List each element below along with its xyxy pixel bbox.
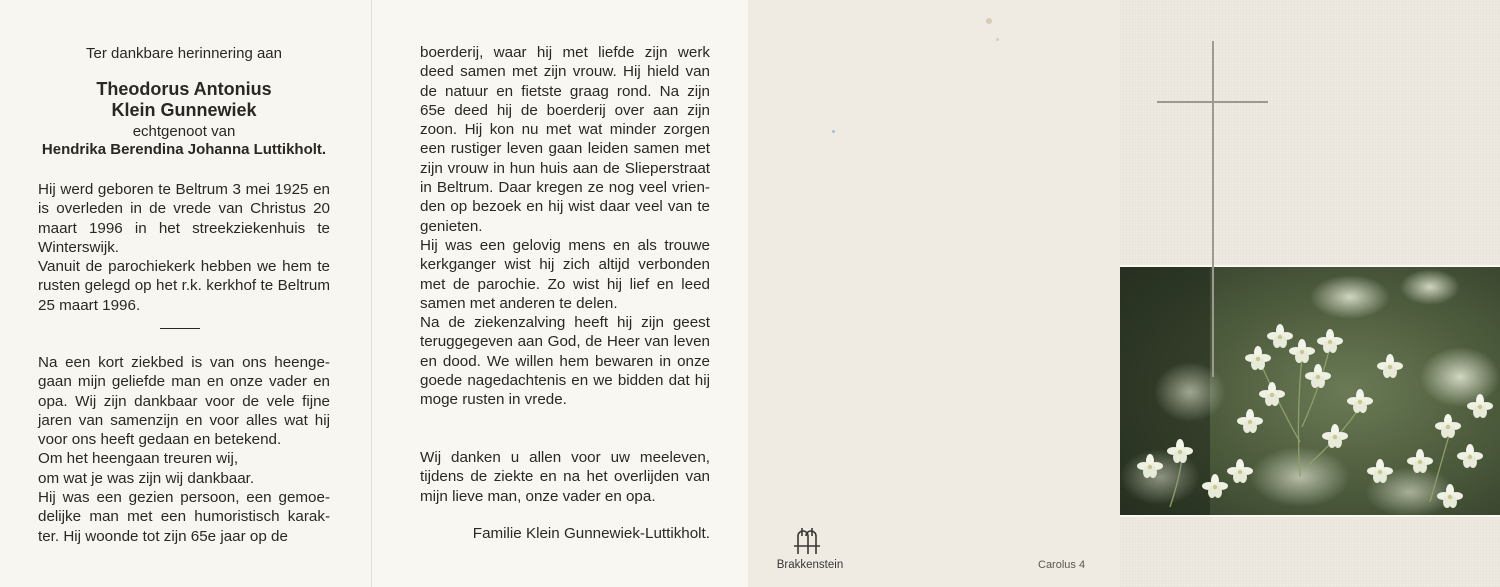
deceased-name-line-2: Klein Gunnewiek: [111, 100, 257, 120]
card-back: [748, 0, 1120, 587]
divider-rule: [160, 328, 200, 329]
poem-line-2: om wat je was zijn wij dankbaar.: [38, 469, 255, 487]
character-paragraph: Hij was een gezien persoon, een gemoe-delijke man met een humoristisch karak-ter. Hij woonde tot zijn 65e jaar op de: [38, 489, 330, 545]
paper-speck: [832, 130, 835, 133]
thanks-block: [420, 448, 710, 506]
thanks-paragraph: Wij danken u allen voor uw meeleven, tijdens de ziekte en na het overlijden van mijn lieve man, onze vader en opa.: [420, 449, 710, 505]
paper-speck: [996, 38, 999, 41]
dedication-text: Ter dankbare herinnering aan: [86, 45, 282, 62]
publisher-name: Brakkenstein: [776, 559, 844, 571]
biography-block-2: [38, 353, 330, 546]
white-flowers-photo: [1120, 265, 1500, 517]
cross-bar: [1157, 101, 1268, 103]
paper-speck: [986, 18, 992, 24]
farewell-paragraph: Na de ziekenzalving heeft hij zijn geest teruggegeven aan God, de Heer van leven en dood. We willen hem bewaren in onze goede nagedachtenis en we bidden dat hij moge rusten in vrede.: [420, 314, 710, 409]
family-signature: Familie Klein Gunnewiek-Luttikholt.: [472, 525, 710, 542]
faith-paragraph: Hij was een gelovig mens en als trouwe kerkganger wist hij zich altijd verbonden met de parochie. Zo wist hij lief en leed samen met anderen te delen.: [420, 236, 710, 312]
remembrance-paragraph: Na een kort ziekbed is van ons heenge-gaan mijn geliefde man en onze vader en opa. Wij zijn dankbaar voor de vele fijne jaren van samenzijn en voor alles wat hij voor ons heeft gedaan en betekend.: [38, 354, 330, 449]
publisher-logo-icon: [790, 524, 824, 558]
biography-block-1: [38, 180, 330, 315]
series-label: Carolus 4: [1038, 559, 1086, 571]
life-story-block: [420, 43, 710, 410]
spouse-label: echtgenoot van: [132, 123, 236, 140]
poem-line-1: Om het heengaan treuren wij,: [38, 450, 239, 468]
birth-death-paragraph: Hij werd geboren te Beltrum 3 mei 1925 en is overleden in de vrede van Christus 20 maart 1996 in het streekziekenhuis te Winterswijk.: [38, 181, 330, 256]
farm-life-paragraph: boerderij, waar hij met liefde zijn werk deed samen met zijn vrouw. Hij hield van de natuur en fietste graag rond. Na zijn 65e deed hij de boerderij over aan zijn zoon. Hij kon nu met wat minder zorgen een rustiger leven gaan leiden samen met zijn vrouw in hun huis aan de Slieperstraat in Beltrum. Daar kregen ze nog veel vrien-den op bezoek en hij wist daar veel van te genieten.: [420, 44, 710, 235]
spouse-name: Hendrika Berendina Johanna Luttikholt.: [41, 141, 327, 158]
cross-icon: [1212, 41, 1214, 377]
card-page-left: [0, 0, 372, 587]
burial-paragraph: Vanuit de parochiekerk hebben we hem te rusten gelegd op het r.k. kerkhof te Beltrum 25 maart 1996.: [38, 258, 330, 314]
deceased-name: [40, 79, 328, 121]
deceased-name-line-1: Theodorus Antonius: [96, 79, 272, 99]
